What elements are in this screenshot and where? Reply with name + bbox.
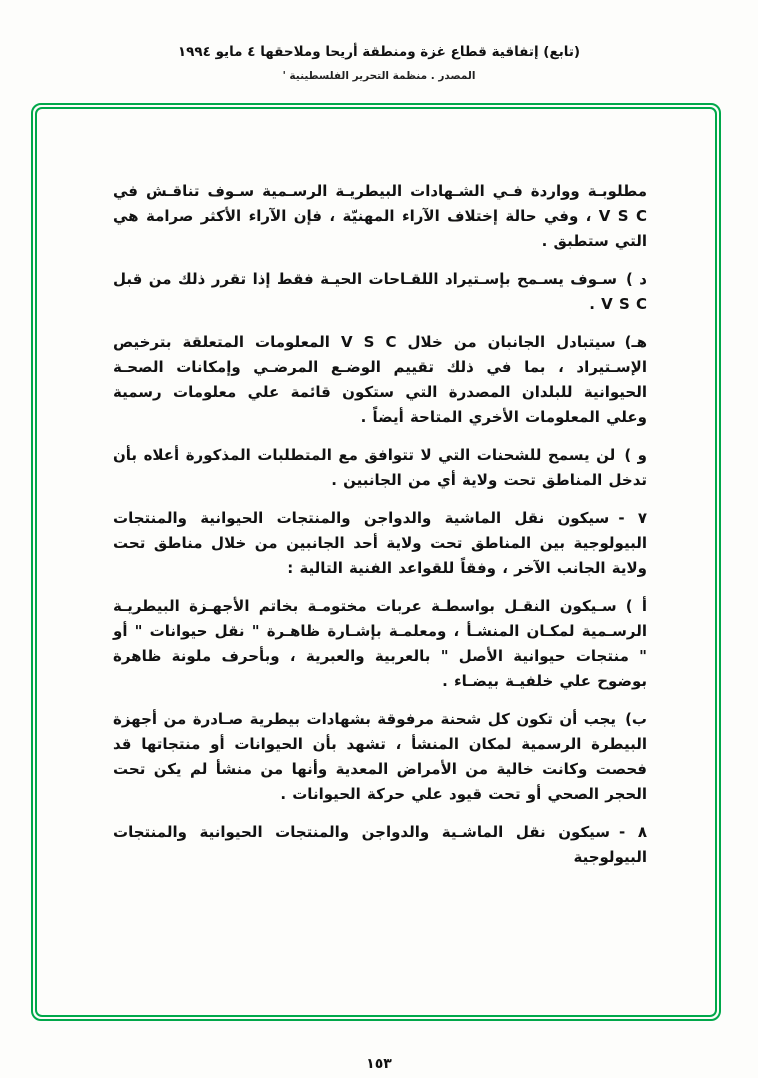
page-number: ١٥٣ [366, 1056, 392, 1072]
list-item-d [113, 267, 647, 317]
page-header-title: (تابع) إتفاقية قطاع غزة ومنطقة أريحا وملاحقها ٤ مايو ١٩٩٤ [177, 44, 581, 60]
item-text: سـوف يسـمح بإسـتيراد اللقـاحات الحيـة فقط إذا تقرر ذلك من قبل V S C . [113, 270, 647, 313]
item-marker: ٧ - [618, 509, 647, 527]
item-text: سيتبادل الجانبان من خلال V S C المعلومات المتعلقة بترخيص الإسـتيراد ، بما في ذلك تقييم الوضـع المرضـي وإمكانات الصحـة الحيوانية للبلدان المصدرة التي ستكون قائمة علي معلومات رسمية وعلي المعلومات الأخري المتاحة أيضاً . [113, 333, 647, 426]
item-text: سيكون نقل الماشية والدواجن والمنتجات الحيوانية والمنتجات البيولوجية بين المناطق تحت ولاية أحد الجانبين من خلال مناطق تحت ولاية الجانب الآخر ، وفقاً للقواعد الفنية التالية : [113, 509, 647, 577]
page-header-source: المصدر . منظمة التحرير الفلسطينية ' [282, 70, 476, 82]
item-marker: د ) [626, 270, 647, 288]
item-text: سيكون نقل الماشـية والدواجن والمنتجات الحيوانية والمنتجات البيولوجية [113, 823, 647, 866]
sub-item-a [113, 594, 647, 694]
numbered-item-8 [113, 820, 647, 870]
item-marker: ب) [625, 710, 647, 728]
paragraph-continuation [113, 179, 647, 254]
item-text: سـيكون النقـل بواسطـة عربات مختومـة بخاتم الأجهـزة البيطريـة الرسـمية لمكـان المنشـأ ، ومعلمـة بإشـارة ظاهـرة " نقل حيوانات " أو " منتجات حيوانية الأصل " بالعربية والعبرية ، وبأحرف ملونة ظاهرة بوضوح علي خلفيـة بيضـاء . [113, 597, 647, 690]
item-marker: و ) [624, 446, 647, 464]
paragraph-text: مطلوبـة وواردة فـي الشـهادات البيطريـة الرسـمية سـوف تناقـش في V S C ، وفي حالة إختلاف الآراء المهنيّة ، فإن الآراء الأكثر صرامة هي التي ستطبق . [113, 182, 647, 250]
sub-item-b [113, 707, 647, 807]
document-body [113, 179, 647, 883]
item-text: يجب أن تكون كل شحنة مرفوقة بشهادات بيطرية صـادرة من أجهزة البيطرة الرسمية لمكان المنشأ ، تشهد بأن الحيوانات أو منتجاتها قد فحصت وكانت خالية من الأمراض المعدية وأنها من منشأ لم يكن تحت الحجر الصحي أو تحت قيود علي حركة الحيوانات . [113, 710, 647, 803]
numbered-item-7 [113, 506, 647, 581]
document-frame [31, 103, 721, 1021]
item-marker: ٨ - [619, 823, 647, 841]
list-item-w [113, 443, 647, 493]
item-marker: أ ) [625, 597, 647, 615]
item-marker: هـ) [624, 333, 647, 351]
item-text: لن يسمح للشحنات التي لا تتوافق مع المتطلبات المذكورة أعلاه بأن تدخل المناطق تحت ولاية أي من الجانبين . [113, 446, 647, 489]
list-item-h [113, 330, 647, 430]
